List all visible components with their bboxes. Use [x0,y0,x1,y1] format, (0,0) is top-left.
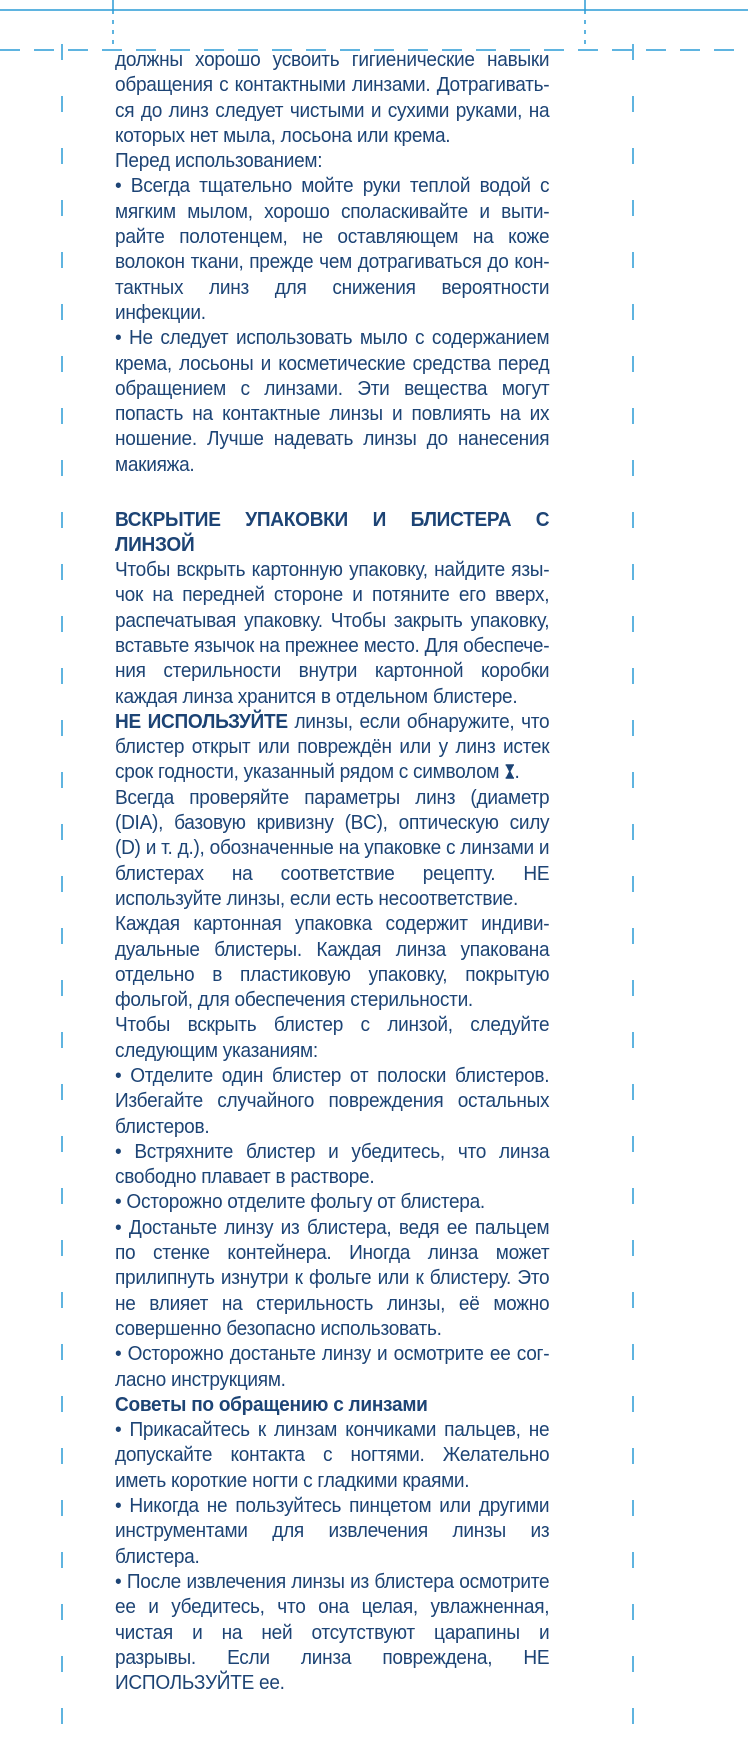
paragraph: Всегда проверяйте параметры линз (диаметр (DIA), базовую кривизну (BC), оптическую силу (D) и т. д.), обозначенные на упаковке с линзами и блистерах на соответствие рецепту. НЕ используйте линзы, если есть несоответствие. [115,785,550,910]
warning-emphasis: НЕ ИСПОЛЬЗУЙТЕ [115,709,288,733]
tips-heading: Советы по обращению с линзами [115,1392,428,1416]
list-item: • Отделите один блистер от полоски блистеров. Избегайте случайного повреждения остальных блистеров. [115,1063,550,1138]
warning-text: линзы, если обнаружите, что блистер открыт или повреждён или у линз истек срок годности, указанный рядом с символом [115,709,550,784]
instruction-text [115,47,549,1695]
list-item: • Всегда тщательно мойте руки теплой водой с мягким мылом, хорошо споласкивайте и выти-райте полотенцем, не оставляющем на коже волокон ткани, прежде чем дотрагиваться до кон-тактных линз для снижения вероятности инфекции. [115,174,550,324]
before-use-label: Перед использованием: [115,149,323,173]
paragraph: Чтобы вскрыть картонную упаковку, найдите язы-чок на передней стороне и потяните его вверх, распечатывая упаковку. Чтобы закрыть упаковку, вставьте язычок на прежнее место. Для обеспече-ния стерильности внутри картонной коробки каждая линза хранится в отдельном блистере. [115,558,550,708]
list-item: • Встряхните блистер и убедитесь, что линза свободно плавает в растворе. [115,1139,550,1189]
paragraph: Каждая картонная упаковка содержит индиви-дуальные блистеры. Каждая линза упакована отдельно в пластиковую упаковку, покрытую фольгой, для обеспечения стерильности. [115,912,550,1012]
list-item: • Прикасайтесь к линзам кончиками пальцев, не допускайте контакта с ногтями. Желательно иметь короткие ногти с гладкими краями. [115,1418,550,1492]
intro-paragraph: должны хорошо усвоить гигиенические навыки обращения с контактными линзами. Дотрагивать-ся до линз следует чистыми и сухими руками, на которых нет мыла, лосьона или крема. [115,48,550,147]
section-heading: ВСКРЫТИЕ УПАКОВКИ И БЛИСТЕРА С ЛИНЗОЙ [115,508,550,557]
hourglass-icon [504,764,514,779]
list-item: • После извлечения линзы из блистера осмотрите ее и убедитесь, что она целая, увлажненная, чистая и на ней отсутствуют царапины и разрывы. Если линза повреждена, НЕ ИСПОЛЬЗУЙТЕ ее. [115,1569,550,1695]
paragraph: Чтобы вскрыть блистер с линзой, следуйте следующим указаниям: [115,1013,550,1062]
list-item: • Осторожно отделите фольгу от блистера. [115,1190,485,1214]
list-item: • Никогда не пользуйтесь пинцетом или другими инструментами для извлечения линзы из блистера. [115,1494,550,1568]
list-item: • Не следует использовать мыло с содержанием крема, лосьоны и косметические средства перед обращением с линзами. Эти вещества могут попасть на контактные линзы и повлиять на их ношение. Лучше надевать линзы до нанесения макияжа. [115,326,550,476]
list-item: • Достаньте линзу из блистера, ведя ее пальцем по стенке контейнера. Иногда линза может прилипнуть изнутри к фольге или к блистеру. Это не влияет на стерильность линзы, её можно совершенно безопасно использовать. [115,1215,550,1340]
warning-paragraph: НЕ ИСПОЛЬЗУЙТЕ линзы, если обнаружите, что блистер открыт или повреждён или у линз истек срок годности, указанный рядом с символом . [115,709,550,784]
list-item: • Осторожно достаньте линзу и осмотрите ее сог-ласно инструкциям. [115,1342,550,1391]
